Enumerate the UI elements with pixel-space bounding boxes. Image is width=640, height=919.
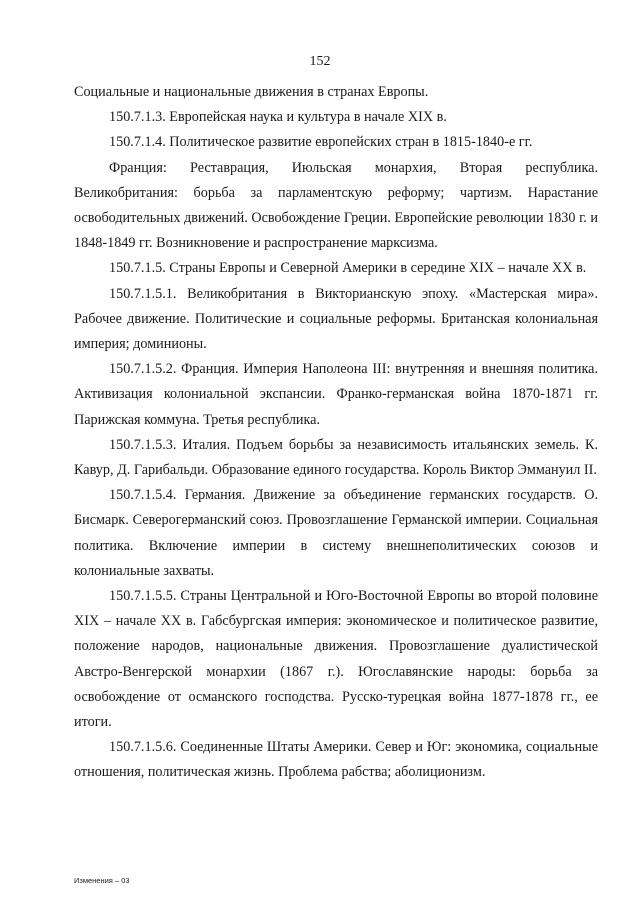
paragraph: 150.7.1.5.5. Страны Центральной и Юго-Восточной Европы во второй половине XIX – начале XX в. Габсбургская империя: экономическое и политическое развитие, положение народов, национальные движения. Провозглашение дуалистической Австро-Венгерской монархии (1867 г.). Югославянские народы: борьба за освобождение от османского господства. Русско-турецкая война 1877-1878 гг., ее итоги. — [74, 588, 598, 731]
paragraph: Социальные и национальные движения в странах Европы. — [74, 84, 429, 100]
paragraph: 150.7.1.5.3. Италия. Подъем борьбы за независимость итальянских земель. К. Кавур, Д. Гарибальди. Образование единого государства. Король Виктор Эммануил II. — [74, 436, 598, 479]
paragraph: 150.7.1.4. Политическое развитие европейских стран в 1815-1840-е гг. — [109, 134, 533, 151]
paragraph: 150.7.1.5.2. Франция. Империя Наполеона III: внутренняя и внешняя политика. Активизация колониальной экспансии. Франко-германская война 1870-1871 гг. Парижская коммуна. Третья республика. — [74, 361, 598, 428]
paragraph: 150.7.1.5. Страны Европы и Северной Америки в середине XIX – начале XX в. — [109, 260, 587, 277]
paragraph: 150.7.1.5.1. Великобритания в Викторианскую эпоху. «Мастерская мира». Рабочее движение. Политические и социальные реформы. Британская колониальная империя; доминионы. — [74, 285, 598, 353]
footer-revision: Изменения – 03 — [74, 876, 130, 885]
body-text — [74, 80, 598, 786]
paragraph: 150.7.1.5.6. Соединенные Штаты Америки. Север и Юг: экономика, социальные отношения, политическая жизнь. Проблема рабства; аболиционизм. — [74, 739, 598, 781]
paragraph: 150.7.1.5.4. Германия. Движение за объединение германских государств. О. Бисмарк. Северогерманский союз. Провозглашение Германской империи. Социальная политика. Включение империи в систему внешнеполитических союзов и колониальные захваты. — [74, 487, 598, 579]
paragraph: Франция: Реставрация, Июльская монархия, Вторая республика. Великобритания: борьба за парламентскую реформу; чартизм. Нарастание освободительных движений. Освобождение Греции. Европейские революции 1830 г. и 1848-1849 гг. Возникновение и распространение марксизма. — [74, 159, 598, 252]
paragraph: 150.7.1.3. Европейская наука и культура в начале XIX в. — [109, 109, 447, 126]
page-number: 152 — [309, 54, 331, 69]
